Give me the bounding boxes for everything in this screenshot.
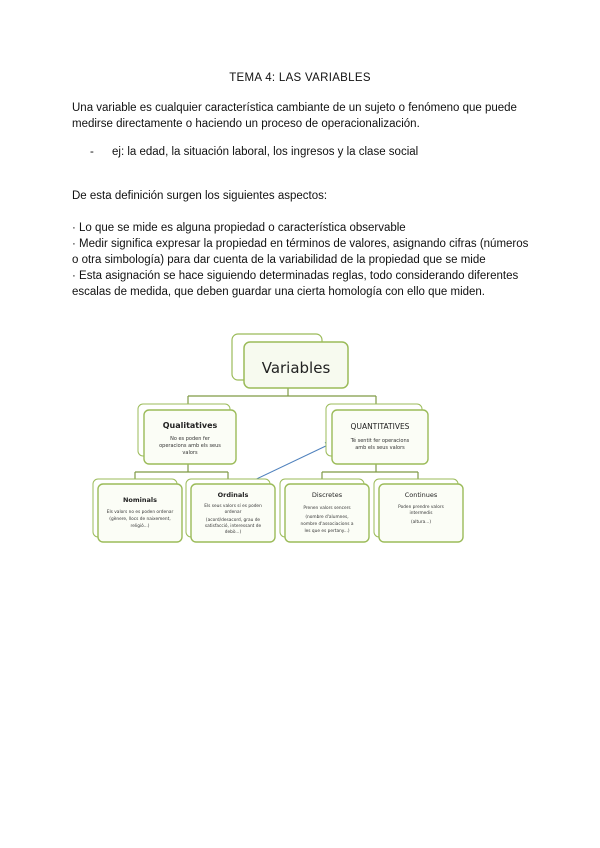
ordinal-to-quantitative-arrow: [246, 444, 330, 484]
quantitatives-title: QUANTITATIVES: [350, 422, 410, 431]
nominals-desc: religió...): [130, 524, 150, 529]
quantitatives-desc: Té sentit fer operacions: [350, 438, 410, 444]
qualitatives-node: [138, 404, 236, 464]
continues-desc: Poden prendre valors: [398, 505, 444, 510]
discretes-desc: Prenen valors sencers: [303, 506, 351, 511]
discretes-desc: nombre d'associacions a: [300, 522, 354, 527]
continues-title: Continues: [404, 491, 438, 499]
continues-desc: (altura...): [410, 520, 432, 525]
qualitatives-desc: operacions amb els seus: [159, 443, 221, 449]
variables-label: Variables: [261, 359, 331, 377]
discretes-desc: les que es pertany...): [304, 529, 350, 534]
qualitatives-desc: valors: [182, 450, 198, 456]
continues-node: [374, 479, 463, 542]
bullet-text: ej: la edad, la situación laboral, los ingresos y la clase social: [112, 146, 419, 158]
bullet-dash: -: [90, 146, 94, 158]
aspect-item: · Lo que se mide es alguna propiedad o característica observable: [72, 222, 406, 234]
aspects-intro: De esta definición surgen los siguientes aspectos:: [72, 190, 328, 202]
nominals-node: [93, 479, 182, 542]
aspect-item: · Esta asignación se hace siguiendo determinadas reglas, todo considerando diferentes escalas de medida, que deben guardar una cierta homología con ello que miden.: [72, 270, 519, 298]
quantitatives-node: [326, 404, 428, 464]
discretes-title: Discretes: [311, 491, 343, 499]
nominals-title: Nominals: [122, 496, 158, 504]
aspect-item: · Medir significa expresar la propiedad en términos de valores, asignando cifras (números o otra simbología) para dar cuenta de la variabilidad de la propiedad que se mide: [72, 238, 529, 266]
ordinals-title: Ordinals: [217, 491, 249, 499]
qualitatives-desc: No es poden fer: [170, 436, 210, 442]
ordinals-desc: (acord/desacord, grau de: [205, 518, 261, 523]
nominals-desc: Els valors no es poden ordenar: [106, 510, 174, 515]
ordinals-desc: ordenar: [224, 510, 242, 515]
nominals-desc: (gènere, llocs de naixement,: [109, 517, 171, 522]
discretes-desc: (nombre d'alumnes,: [305, 515, 349, 520]
continues-desc: intermedis: [409, 511, 433, 516]
qualitatives-title: Qualitatives: [162, 421, 218, 430]
intro-paragraph: Una variable es cualquier característica cambiante de un sujeto o fenómeno que puede medirse directamente o haciendo un proceso de operacionalización.: [72, 102, 517, 130]
ordinals-desc: Els seus valors sí es poden: [204, 504, 262, 509]
discretes-node: [280, 479, 369, 542]
variables-node: [232, 334, 348, 388]
page-title: TEMA 4: LAS VARIABLES: [229, 72, 371, 84]
ordinals-desc: satisfacció, interessant de: [204, 524, 262, 529]
quantitatives-desc: amb els seus valors: [355, 445, 405, 451]
ordinals-desc: debò...): [224, 530, 242, 535]
ordinals-node: [186, 479, 275, 542]
